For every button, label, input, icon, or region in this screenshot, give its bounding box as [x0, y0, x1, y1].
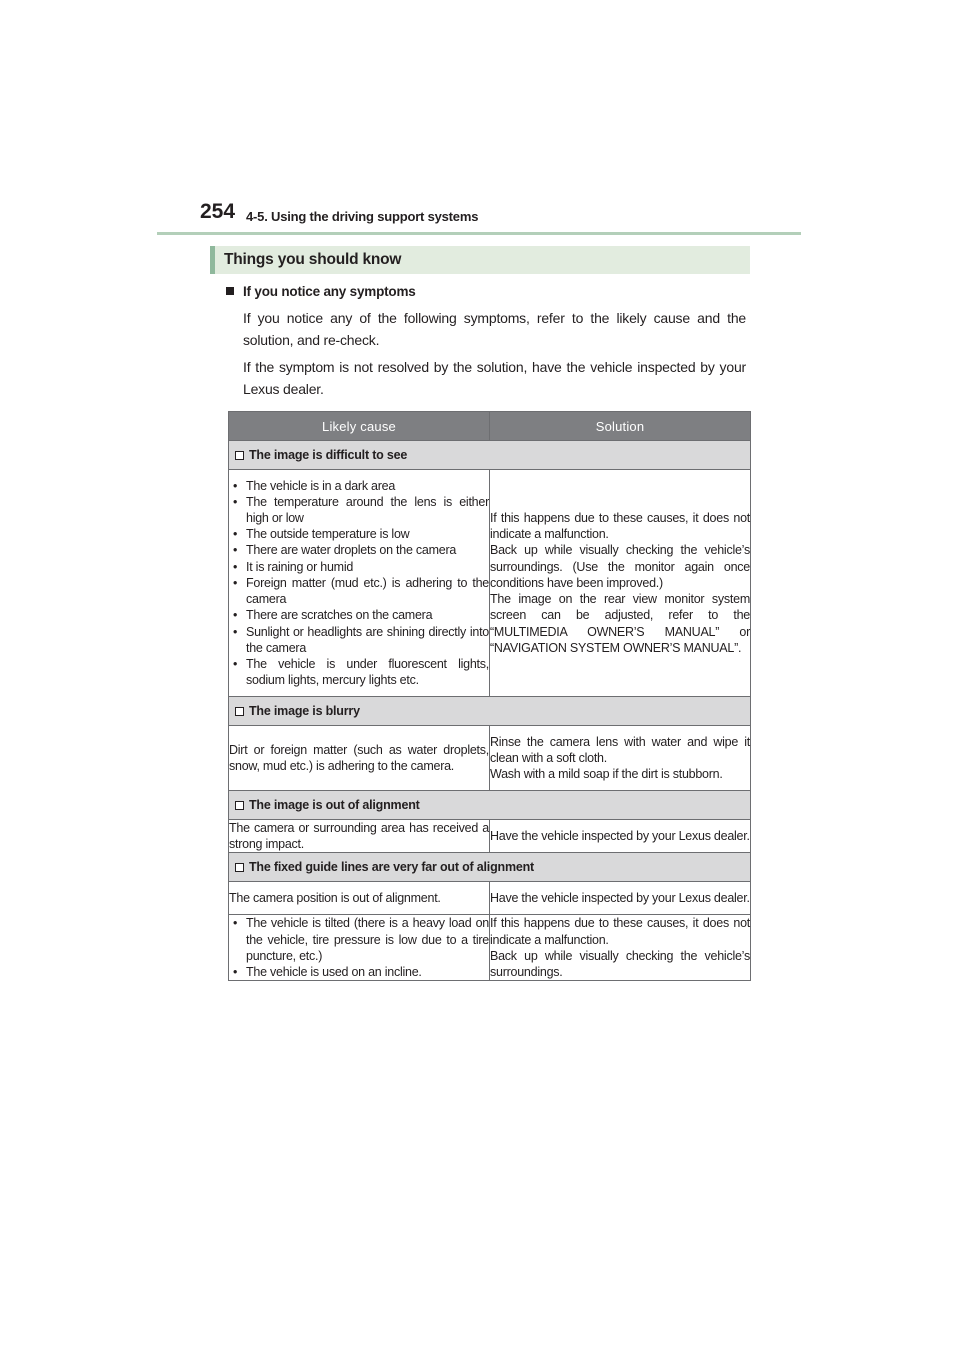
category-title: The image is blurry [249, 704, 360, 718]
list-item: • There are scratches on the camera [229, 607, 489, 623]
category-title: The image is difficult to see [249, 448, 408, 462]
list-item: • Foreign matter (mud etc.) is adhering to the camera [229, 575, 489, 607]
solution-cell: Have the vehicle inspected by your Lexus dealer. [490, 820, 751, 853]
solution-cell: Rinse the camera lens with water and wipe it clean with a soft cloth. Wash with a mild soap if the dirt is stubborn. [490, 726, 751, 791]
box-accent-bar [210, 246, 215, 274]
table-row [229, 470, 751, 697]
solution-cell: Have the vehicle inspected by your Lexus dealer. [490, 882, 751, 915]
topic-heading [226, 284, 416, 299]
list-item: • The temperature around the lens is either high or low [229, 494, 489, 526]
solution-cell: If this happens due to these causes, it does not indicate a malfunction. Back up while visually checking the vehicle’s surroundings. [490, 916, 750, 980]
list-item: • Sunlight or headlights are shining directly into the camera [229, 624, 489, 656]
column-header-solution: Solution [490, 412, 751, 441]
column-header-likely-cause: Likely cause [229, 412, 490, 441]
list-item: • There are water droplets on the camera [229, 542, 489, 558]
category-row [229, 853, 751, 882]
list-item: • The vehicle is in a dark area [229, 478, 489, 494]
checkbox-icon [235, 863, 244, 872]
paragraph: If the symptom is not resolved by the solution, have the vehicle inspected by your Lexus dealer. [243, 359, 746, 397]
cause-list [229, 478, 489, 689]
checkbox-icon [235, 451, 244, 460]
things-you-should-know-box [210, 246, 750, 274]
table-row [229, 915, 751, 981]
square-bullet-icon [226, 287, 234, 295]
section-title: 4-5. Using the driving support systems [246, 209, 479, 224]
cause-list [229, 915, 489, 980]
cause-cell: The camera or surrounding area has received a strong impact. [229, 821, 489, 852]
cause-cell: Dirt or foreign matter (such as water droplets, snow, mud etc.) is adhering to the camera. [229, 726, 490, 791]
page-number: 254 [200, 200, 236, 223]
table-header-row [229, 412, 751, 441]
list-item: • It is raining or humid [229, 559, 489, 575]
category-title: The image is out of alignment [249, 798, 420, 812]
checkbox-icon [235, 707, 244, 716]
cause-cell: The camera position is out of alignment. [229, 882, 490, 915]
category-row [229, 791, 751, 820]
box-title: Things you should know [224, 251, 402, 268]
topic-text: If you notice any symptoms [243, 284, 416, 299]
checkbox-icon [235, 801, 244, 810]
category-row [229, 697, 751, 726]
category-row [229, 441, 751, 470]
table-row [229, 882, 751, 915]
cause-cell [229, 470, 490, 697]
header-rule [157, 232, 801, 235]
list-item: • The vehicle is under fluorescent lights, sodium lights, mercury lights etc. [229, 656, 489, 688]
cause-cell [229, 915, 490, 981]
list-item: • The outside temperature is low [229, 526, 489, 542]
paragraph: If you notice any of the following symptoms, refer to the likely cause and the solution, and re-check. [243, 310, 746, 348]
symptom-table [228, 411, 751, 981]
list-item: • The vehicle is used on an incline. [229, 964, 489, 980]
table-row [229, 726, 751, 791]
list-item: • The vehicle is tilted (there is a heavy load on the vehicle, tire pressure is low due to a tire puncture, etc.) [229, 915, 489, 964]
category-title: The fixed guide lines are very far out of alignment [249, 860, 535, 875]
table-row [229, 820, 751, 853]
solution-cell: If this happens due to these causes, it does not indicate a malfunction. Back up while visually checking the vehicle’s surroundings. (Use the monitor again once conditions have been improved.) The image on the rear view monitor system screen can be adjusted, refer to the “MULTIMEDIA OWNER’S MANUAL” or “NAVIGATION SYSTEM OWNER’S MANUAL”. [490, 470, 751, 697]
